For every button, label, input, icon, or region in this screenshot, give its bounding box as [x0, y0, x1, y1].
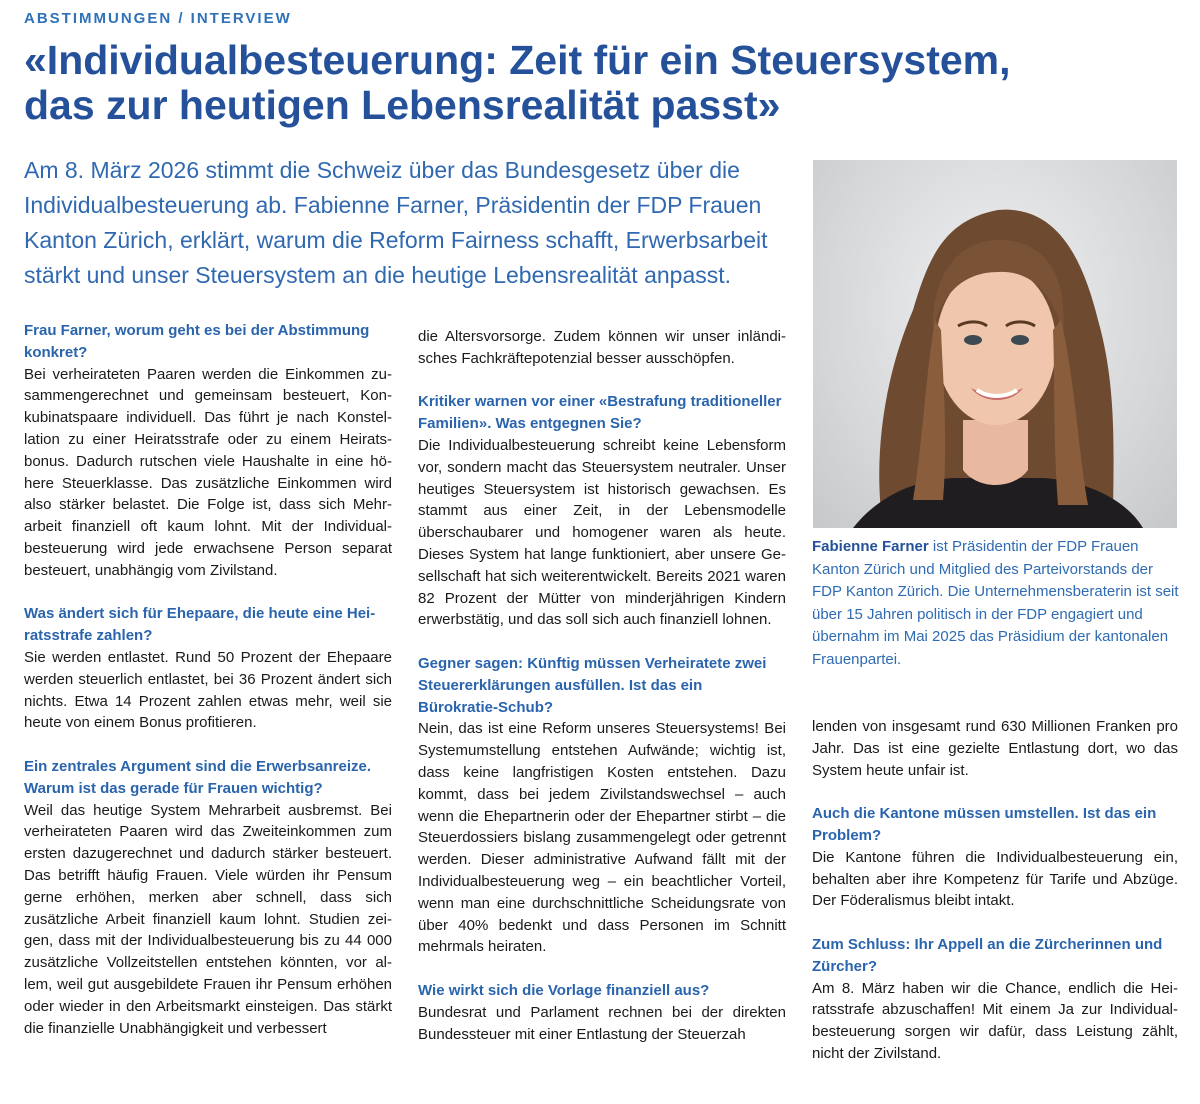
question-6: Wie wirkt sich die Vorlage finanziell aus? — [418, 981, 710, 999]
column-2 — [418, 326, 786, 1067]
answer-8: Am 8. März haben wir die Chance, endlich die Heiratsstrafe abzuschaffen! Mit einem Ja zur Individualbesteuerung sorgen wir dafür, dass Leistung zählt, nicht der Zivilstand. — [812, 979, 1178, 1062]
lead-paragraph: Am 8. März 2026 stimmt die Schweiz über das Bundesgesetz über die Individualbesteuerung ab. Fabienne Farner, Präsidentin der FDP Frauen Kanton Zürich, erklärt, warum die Reform Fairness schafft, Erwerbsarbeit stärkt und unser Steuersystem an die heutige Lebensrealität anpasst. — [24, 157, 768, 288]
photo-caption — [812, 536, 1180, 672]
answer-7: Die Kantone führen die Individualbesteuerung ein, behalten aber ihre Kompetenz für Tarife und Abzüge. Der Föderalismus bleibt intakt. — [812, 848, 1178, 910]
answer-5: Nein, das ist eine Reform unseres Steuersystems! Bei Systemumstellung entstehen Aufwände; wichtig ist, dass keine langfristigen Kosten entstehen. Dazu kommt, dass bei jedem Zivilstandswechsel – auch wenn die Ehepartnerin oder der Ehepartner stirbt – die Steuerdossiers bislang zusammengelegt oder getrennt werden. Dieser administrative Aufwand fällt mit der Individualbesteuerung weg – ein beachtlicher Vorteil, wenn man eine durchschnittliche Scheidungsrate von über 40% bedenkt und dass Personen im Schnitt mehrmals heiraten. — [418, 720, 786, 956]
question-5: Gegner sagen: Künftig müssen Verheiratete zwei Steuererklärungen ausfüllen. Ist das ein Bürokratie-Schub? — [418, 654, 767, 716]
question-2: Was ändert sich für Ehepaare, die heute eine Heiratsstrafe zahlen? — [24, 605, 376, 645]
question-8: Zum Schluss: Ihr Appell an die Zürcherinnen und Zürcher? — [812, 935, 1163, 975]
caption-name: Fabienne Farner — [812, 538, 929, 555]
headline-line-2: das zur heutigen Lebensrealität passt» — [24, 82, 781, 128]
caption-text: ist Präsidentin der FDP Frauen Kanton Zürich und Mitglied des Parteivorstands der FDP Kanton Zürich. Die Unternehmensberaterin ist seit über 15 Jahren politisch in der FDP engagiert und übernahm im Mai 2025 das Präsidium der kantonalen Frauenpartei. — [812, 538, 1179, 668]
answer-6: Bundesrat und Parlament rechnen bei der direkten Bundessteuer mit einer Entlastung der Steuerzah — [418, 1003, 786, 1043]
portrait-illustration — [813, 160, 1177, 528]
headline-line-1: «Individualbesteuerung: Zeit für ein Steuersystem, — [24, 37, 1011, 83]
question-4: Kritiker warnen vor einer «Bestrafung traditioneller Familien». Was entgegnen Sie? — [418, 393, 782, 433]
column-1 — [24, 320, 392, 1061]
answer-1: Bei verheirateten Paaren werden die Einkommen zusammengerechnet und gemeinsam besteuert, Konkubinatspaare individuell. Das führt je nach Konstellation zu einer Heiratsstrafe oder zu einem Heiratsbonus. Dadurch rutschen viele Haushalte in eine höhere Steuerklasse. Das zusätzliche Einkommen wird also stärker belastet. Die Folge ist, dass sich Mehrarbeit finanziell oft kaum lohnt. Mit der Individualbesteuerung wird jede erwachsene Person separat besteuert, unabhängig vom Zivilstand. — [24, 365, 392, 579]
answer-2: Sie werden entlastet. Rund 50 Prozent der Ehepaare werden steuerlich entlastet, bei 36 Prozent ändert sich nichts. Etwa 14 Prozent zahlen etwas mehr, weil sie heute von einem Bonus profitieren. — [24, 648, 392, 732]
section-kicker: ABSTIMMUNGEN / INTERVIEW — [24, 10, 292, 27]
headline — [24, 38, 1174, 128]
answer-3-continued: die Altersvorsorge. Zudem können wir unser inländisches Fachkräftepotenzial besser ausschöpfen. — [418, 328, 786, 367]
answer-4: Die Individualbesteuerung schreibt keine Lebensform vor, sondern macht das Steuersystem neutraler. Unser heutiges Steuersystem ist historisch gewachsen. Es stammt aus einer Zeit, in der Lebensmodelle überschaubarer und homogener waren als heute. Dieses System hat lange funktioniert, aber unsere Gesellschaft hat sich weiterentwickelt. Bereits 2021 waren 82 Prozent der Mütter von minderjährigen Kindern erwerbstätig, und das soll sich auch finanziell lohnen. — [418, 436, 786, 629]
portrait-photo — [813, 160, 1177, 528]
question-3: Ein zentrales Argument sind die Erwerbsanreize. Warum ist das gerade für Frauen wichtig? — [24, 757, 372, 797]
answer-3: Weil das heutige System Mehrarbeit ausbremst. Bei verheirateten Paaren wird das Zweiteinkommen zum ersten dazugerechnet und dadurch stärker besteuert. Das betrifft häufig Frauen. Viele würden ihr Pensum gerne erhöhen, merken aber schnell, dass sich zusätzliche Arbeit finanziell kaum lohnt. Studien zeigen, dass mit der Individualbesteuerung bis zu 44 000 zusätzliche Vollzeitstellen entstehen könnten, vor allem, weil gut ausgebildete Frauen ihr Pensum erhöhen oder wieder in den Arbeitsmarkt einsteigen. Das stärkt die finanzielle Unabhängigkeit und verbessert — [24, 801, 392, 1037]
answer-6-continued: lenden von insgesamt rund 630 Millionen Franken pro Jahr. Das ist eine gezielte Entlastung dort, wo das System heute unfair ist. — [812, 718, 1178, 779]
column-3 — [812, 716, 1178, 1087]
question-1: Frau Farner, worum geht es bei der Abstimmung konkret? — [24, 322, 370, 361]
question-7: Auch die Kantone müssen umstellen. Ist das ein Problem? — [812, 805, 1157, 844]
